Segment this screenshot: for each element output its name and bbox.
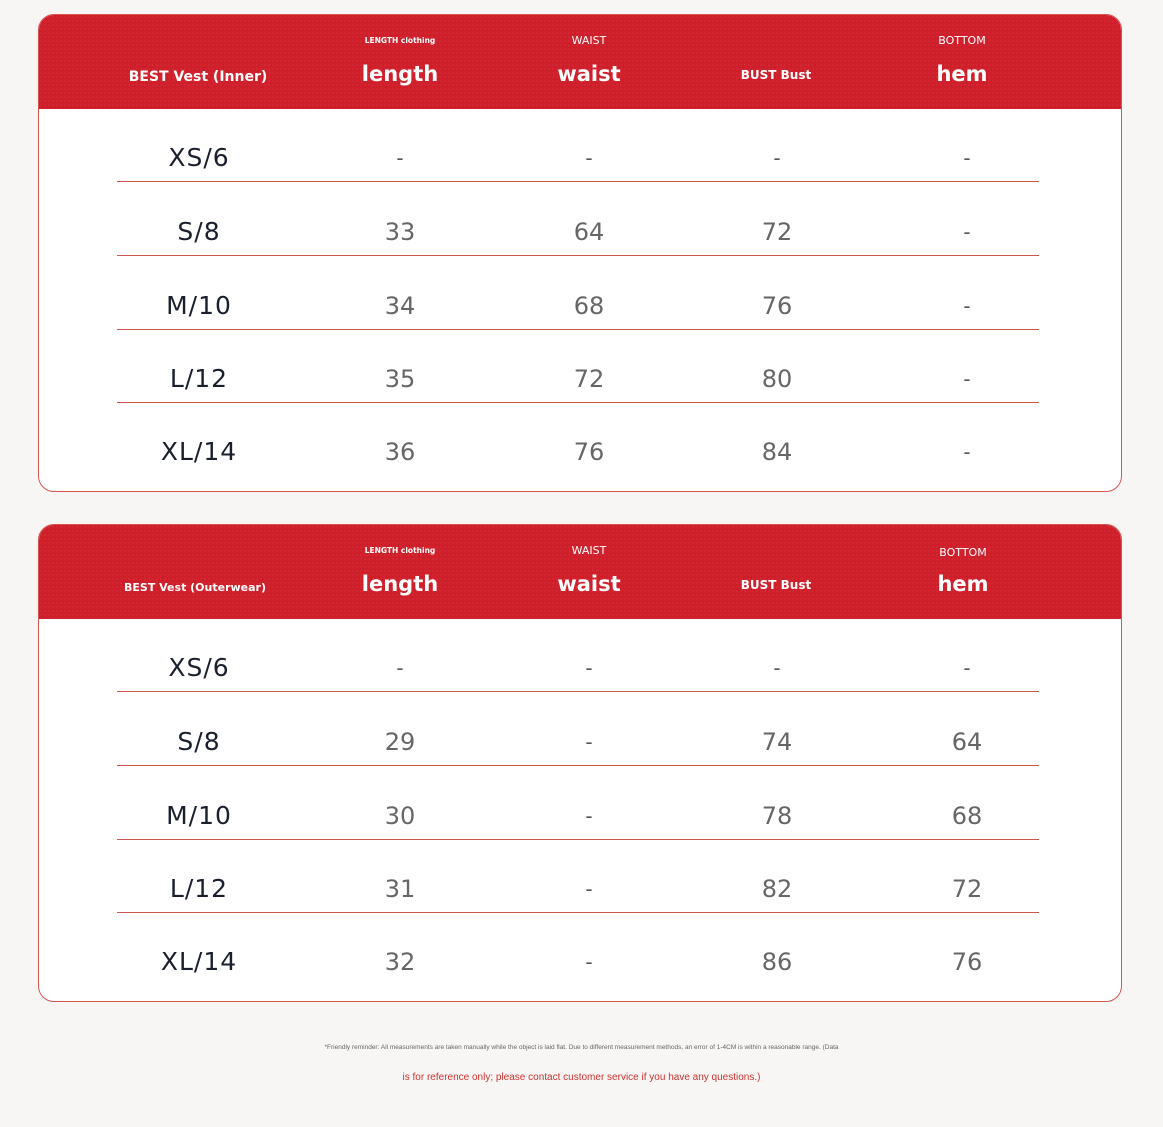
waist-cell: 76 <box>573 438 605 466</box>
hem-cell: - <box>963 146 971 170</box>
table-header <box>39 525 1121 619</box>
length-label: length <box>361 62 439 86</box>
row-divider <box>117 691 1039 692</box>
hem-cell: 72 <box>951 875 983 903</box>
size-cell: S/8 <box>177 217 221 246</box>
waist-label: waist <box>557 572 621 596</box>
waist-cell: - <box>585 146 593 170</box>
hem-label: hem <box>937 572 989 596</box>
hem-label: hem <box>936 62 988 86</box>
hem-cell: 64 <box>951 728 983 756</box>
waist-cell: - <box>585 656 593 680</box>
bust-cell: - <box>773 146 781 170</box>
waist-cell: - <box>585 950 593 974</box>
bust-cell: 72 <box>761 218 793 246</box>
bust-cell: 84 <box>761 438 793 466</box>
hem-cell: - <box>963 367 971 391</box>
length-cell: 35 <box>384 365 416 393</box>
bust-cell: 78 <box>761 802 793 830</box>
waist-label: waist <box>557 62 621 86</box>
length-cell: - <box>396 656 404 680</box>
table-row <box>39 403 1121 476</box>
measurement-note: *Friendly reminder: All measurements are taken manually while the object is laid flat. Due to different measurement methods, an error of 1-4CM is within a reasonable range. (Data <box>324 1044 839 1051</box>
hem-cell: - <box>963 294 971 318</box>
hem-cell: 76 <box>951 948 983 976</box>
bust-cell: 76 <box>761 292 793 320</box>
waist-cell: 72 <box>573 365 605 393</box>
waist-label-small: WAIST <box>571 34 607 47</box>
bust-cell: 80 <box>761 365 793 393</box>
size-cell: XS/6 <box>168 143 230 172</box>
table-row <box>39 330 1121 403</box>
table-title: BEST Vest (Inner) <box>128 69 268 85</box>
bust-label: BUST Bust <box>740 578 812 592</box>
size-cell: S/8 <box>177 727 221 756</box>
size-cell: XL/14 <box>160 437 238 466</box>
size-table-inner <box>38 14 1122 492</box>
length-cell: 34 <box>384 292 416 320</box>
table-row <box>39 109 1121 182</box>
length-label-small: LENGTH clothing <box>364 36 436 45</box>
length-cell: 33 <box>384 218 416 246</box>
bust-cell: 82 <box>761 875 793 903</box>
table-row <box>39 257 1121 330</box>
length-cell: 29 <box>384 728 416 756</box>
size-table-outerwear <box>38 524 1122 1002</box>
size-cell: L/12 <box>169 874 229 903</box>
hem-label-small: BOTTOM <box>939 546 987 559</box>
hem-cell: 68 <box>951 802 983 830</box>
row-divider <box>117 765 1039 766</box>
table-row <box>39 693 1121 766</box>
length-label-small: LENGTH clothing <box>364 546 436 555</box>
waist-cell: - <box>585 730 593 754</box>
length-cell: 31 <box>384 875 416 903</box>
hem-cell: - <box>963 440 971 464</box>
length-cell: 30 <box>384 802 416 830</box>
table-title: BEST Vest (Outerwear) <box>123 581 267 594</box>
size-cell: XL/14 <box>160 947 238 976</box>
hem-cell: - <box>963 220 971 244</box>
row-divider <box>117 255 1039 256</box>
length-cell: 32 <box>384 948 416 976</box>
waist-cell: 68 <box>573 292 605 320</box>
table-row <box>39 767 1121 840</box>
table-header <box>39 15 1121 109</box>
bust-cell: 74 <box>761 728 793 756</box>
row-divider <box>117 181 1039 182</box>
waist-cell: - <box>585 877 593 901</box>
bust-label: BUST Bust <box>740 68 812 82</box>
table-row <box>39 183 1121 256</box>
length-cell: 36 <box>384 438 416 466</box>
waist-cell: - <box>585 804 593 828</box>
bust-cell: - <box>773 656 781 680</box>
waist-cell: 64 <box>573 218 605 246</box>
hem-label-small: BOTTOM <box>938 34 986 47</box>
size-cell: M/10 <box>166 801 232 830</box>
bust-cell: 86 <box>761 948 793 976</box>
size-cell: L/12 <box>169 364 229 393</box>
measurement-note-continued: is for reference only; please contact customer service if you have any questions.) <box>402 1072 761 1083</box>
length-cell: - <box>396 146 404 170</box>
table-row <box>39 619 1121 692</box>
waist-label-small: WAIST <box>571 544 607 557</box>
size-cell: M/10 <box>166 291 232 320</box>
length-label: length <box>361 572 439 596</box>
table-row <box>39 840 1121 913</box>
size-cell: XS/6 <box>168 653 230 682</box>
hem-cell: - <box>963 656 971 680</box>
table-row <box>39 913 1121 986</box>
